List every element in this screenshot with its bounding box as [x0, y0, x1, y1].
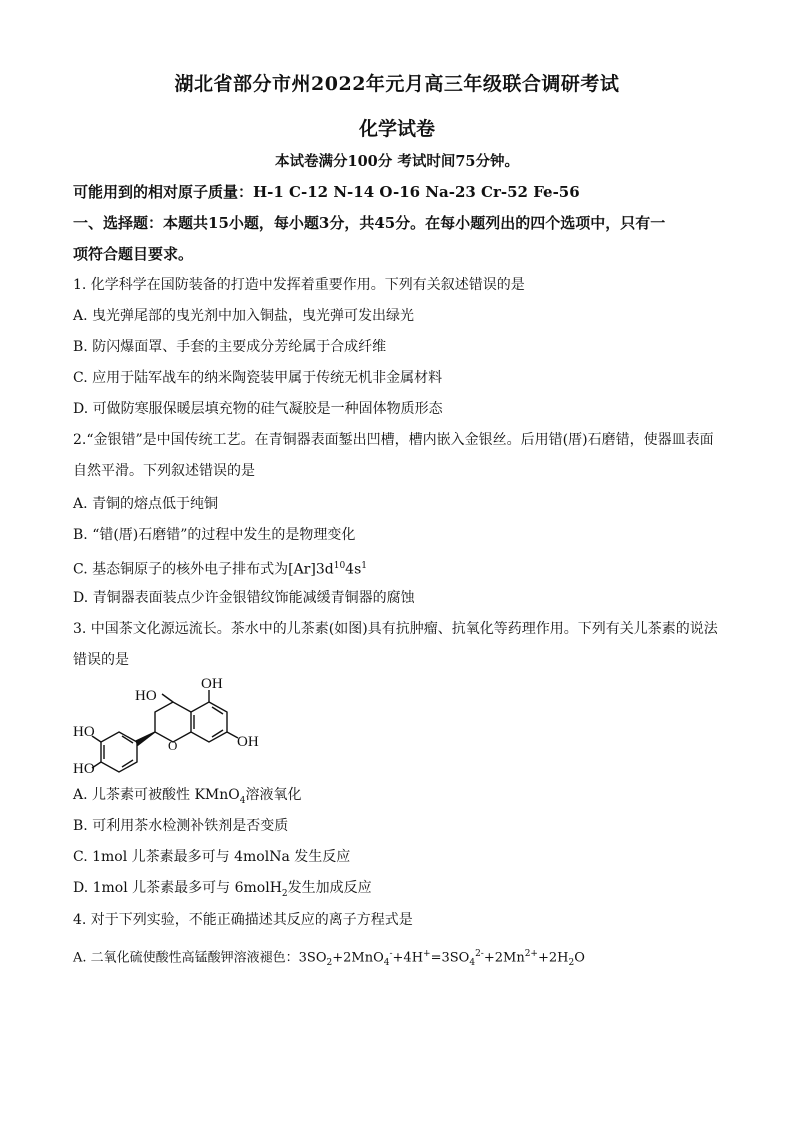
q1-option-c: C. 应用于陆军战车的纳米陶瓷装甲属于传统无机非金属材料 — [73, 370, 443, 386]
catechin-structure — [72, 672, 272, 782]
section-heading-line1: 一、选择题：本题共15小题，每小题3分，共45分。在每小题列出的四个选项中，只有一 — [73, 214, 666, 232]
ho-label-left1: HO — [73, 724, 95, 740]
q2-stem-line2: 自然平滑。下列叙述错误的是 — [73, 463, 255, 479]
section-heading-line2: 项符合题目要求。 — [73, 245, 194, 263]
ho-label-left2: HO — [73, 761, 95, 777]
q1-option-d: D. 可做防寒服保暖层填充物的硅气凝胶是一种固体物质形态 — [73, 401, 443, 417]
q3-option-d: D. 1mol 儿茶素最多可与 6molH$_2$发生加成反应 — [73, 880, 372, 899]
q2-option-c: C. 基态铜原子的核外电子排布式为$[Ar]3d^{10}4s^1$ — [73, 561, 367, 578]
q3-option-a: A. 儿茶素可被酸性 KMnO$_4$溶液氧化 — [73, 787, 302, 806]
q3-stem-line2: 错误的是 — [73, 652, 129, 668]
subject-title: 化学试卷 — [358, 118, 435, 140]
q3-stem-line1: 3. 中国茶文化源远流长。茶水中的儿茶素(如图)具有抗肿瘤、抗氧化等药理作用。下列有关儿茶素的说法 — [73, 621, 718, 637]
o-ring-label: O — [168, 738, 178, 753]
atomic-masses: 可能用到的相对原子质量：H-1 C-12 N-14 O-16 Na-23 Cr-52 Fe-56 — [73, 183, 580, 201]
q2-option-a: A. 青铜的熔点低于纯铜 — [73, 496, 219, 512]
q4-option-a: A. 二氧化硫使酸性高锰酸钾溶液褪色：$3SO_2+2MnO_4^-+4H^+=3SO_4^{2-}+2Mn^{2+}+2H_2O$ — [73, 949, 585, 968]
exam-title: 湖北省部分市州2022年元月高三年级联合调研考试 — [174, 73, 620, 95]
q2-option-b: B. “错(厝)石磨错”的过程中发生的是物理变化 — [73, 527, 356, 543]
q2-option-d: D. 青铜器表面装点少许金银错纹饰能减缓青铜器的腐蚀 — [73, 590, 415, 606]
ho-label-top: HO — [135, 688, 157, 704]
q3-option-b: B. 可利用茶水检测补铁剂是否变质 — [73, 818, 289, 834]
q3-option-c: C. 1mol 儿茶素最多可与 4molNa 发生反应 — [73, 849, 351, 865]
oh-label-top: OH — [201, 676, 223, 692]
q4-stem: 4. 对于下列实验，不能正确描述其反应的离子方程式是 — [73, 912, 413, 928]
oh-label-right: OH — [237, 734, 259, 750]
q2-stem-line1: 2.“金银错”是中国传统工艺。在青铜器表面錾出凹槽，槽内嵌入金银丝。后用错(厝)石磨错，使器皿表面 — [73, 432, 714, 448]
q1-option-b: B. 防闪爆面罩、手套的主要成分芳纶属于合成纤维 — [73, 339, 387, 355]
q1-stem: 1. 化学科学在国防装备的打造中发挥着重要作用。下列有关叙述错误的是 — [73, 277, 525, 293]
exam-info: 本试卷满分100分 考试时间75分钟。 — [275, 153, 519, 170]
q1-option-a: A. 曳光弹尾部的曳光剂中加入铜盐，曳光弹可发出绿光 — [73, 308, 415, 324]
